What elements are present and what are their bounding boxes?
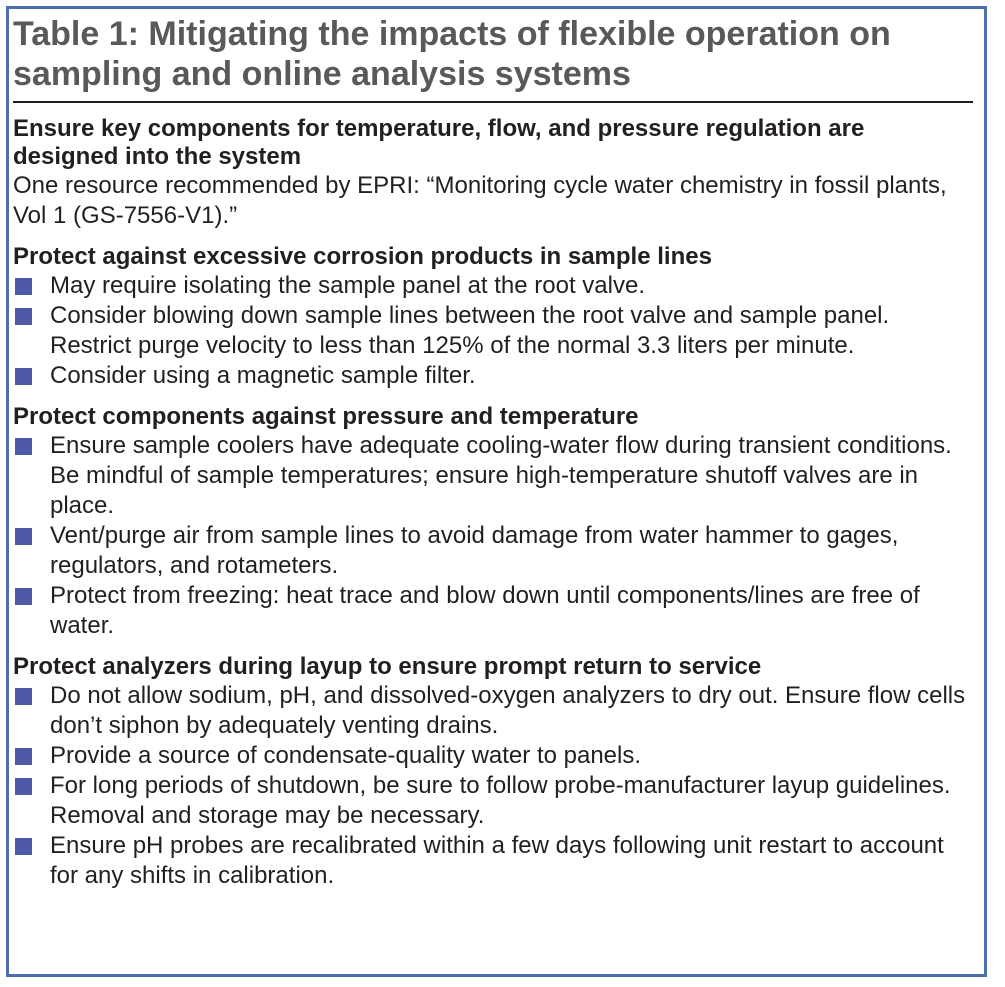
table-body <box>13 115 973 891</box>
table-title: Table 1: Mitigating the impacts of flexible operation on sampling and online analysis systems <box>13 15 891 93</box>
list-item <box>13 361 973 391</box>
square-bullet-icon <box>15 278 32 295</box>
list-item-text: Vent/purge air from sample lines to avoid damage from water hammer to gages, regulators, and rotameters. <box>50 522 899 579</box>
list-item-text: Ensure sample coolers have adequate cooling-water flow during transient conditions. Be mindful of sample temperatures; ensure high-temperature shutoff valves are in place. <box>50 432 952 519</box>
square-bullet-icon <box>15 778 32 795</box>
list-item <box>13 521 973 581</box>
square-bullet-icon <box>15 528 32 545</box>
list-item-text: Do not allow sodium, pH, and dissolved-oxygen analyzers to dry out. Ensure flow cells don’t siphon by adequately venting drains. <box>50 682 966 739</box>
list-item <box>13 581 973 641</box>
square-bullet-icon <box>15 368 32 385</box>
square-bullet-icon <box>15 588 32 605</box>
list-item <box>13 741 973 771</box>
section-1 <box>13 115 973 231</box>
list-item-text: Ensure pH probes are recalibrated within a few days following unit restart to account for any shifts in calibration. <box>50 832 944 889</box>
section-heading: Ensure key components for temperature, flow, and pressure regulation are designed into the system <box>13 115 865 170</box>
list-item-text: Consider using a magnetic sample filter. <box>50 362 476 389</box>
square-bullet-icon <box>15 688 32 705</box>
square-bullet-icon <box>15 748 32 765</box>
square-bullet-icon <box>15 438 32 455</box>
section-3 <box>13 403 973 641</box>
square-bullet-icon <box>15 308 32 325</box>
list-item-text: Consider blowing down sample lines between the root valve and sample panel. Restrict purge velocity to less than 125% of the normal 3.3 liters per minute. <box>50 302 890 359</box>
bullet-list <box>13 271 973 391</box>
section-2 <box>13 243 973 391</box>
list-item <box>13 681 973 741</box>
title-divider <box>13 101 973 103</box>
list-item <box>13 271 973 301</box>
list-item-text: For long periods of shutdown, be sure to follow probe-manufacturer layup guidelines. Removal and storage may be necessary. <box>50 772 951 829</box>
list-item-text: Provide a source of condensate-quality water to panels. <box>50 742 642 769</box>
list-item <box>13 771 973 831</box>
square-bullet-icon <box>15 838 32 855</box>
section-text: One resource recommended by EPRI: “Monitoring cycle water chemistry in fossil plants, Vol 1 (GS-7556-V1).” <box>13 172 947 229</box>
list-item <box>13 431 973 521</box>
list-item-text: May require isolating the sample panel at the root valve. <box>50 272 645 299</box>
list-item <box>13 301 973 361</box>
list-item <box>13 831 973 891</box>
bullet-list <box>13 431 973 641</box>
bullet-list <box>13 681 973 891</box>
section-4 <box>13 653 973 891</box>
section-heading: Protect against excessive corrosion products in sample lines <box>13 243 712 270</box>
section-heading: Protect analyzers during layup to ensure prompt return to service <box>13 653 762 680</box>
section-heading: Protect components against pressure and temperature <box>13 403 639 430</box>
list-item-text: Protect from freezing: heat trace and blow down until components/lines are free of water. <box>50 582 920 639</box>
